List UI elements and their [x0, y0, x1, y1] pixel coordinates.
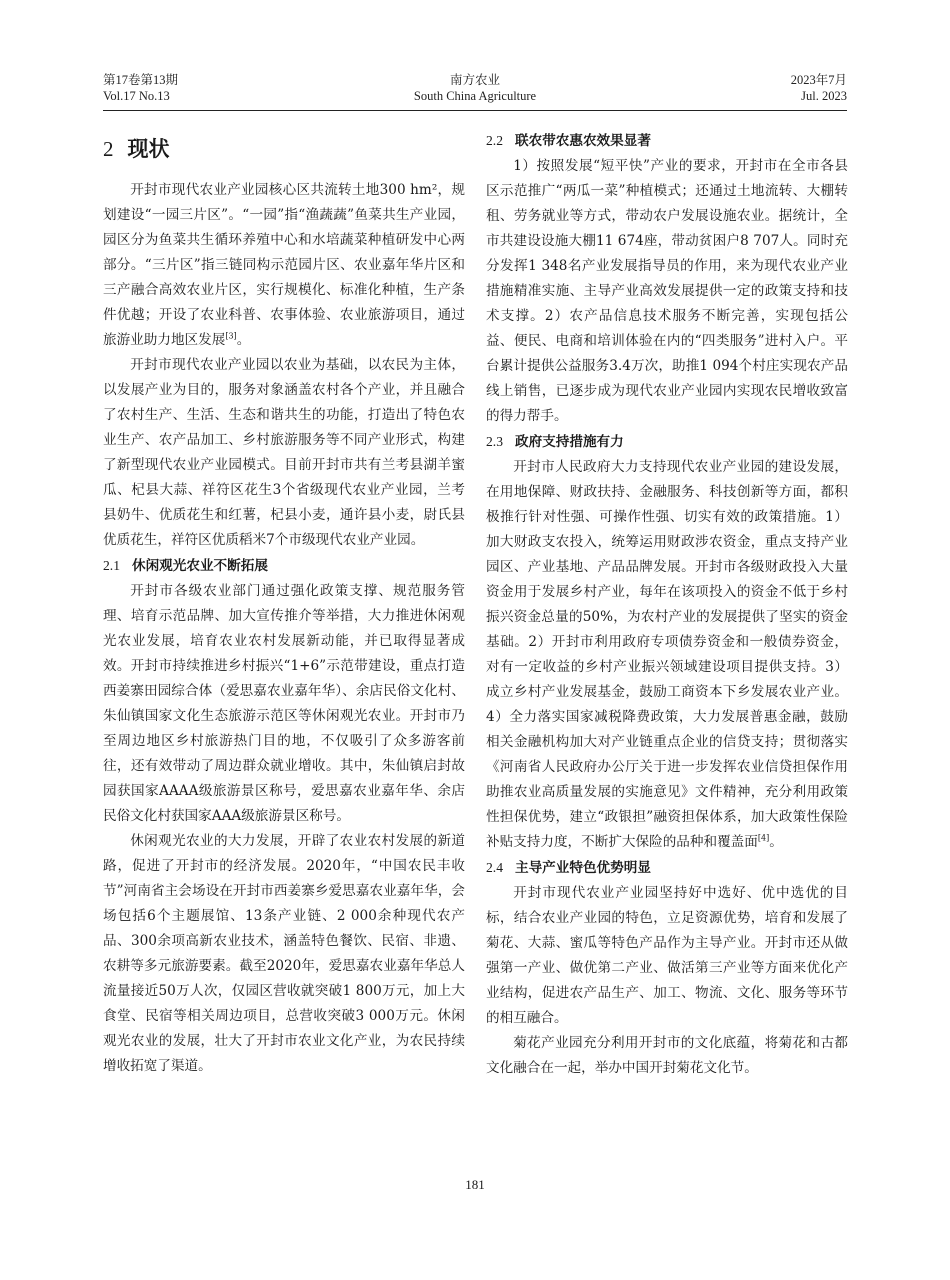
left-column — [103, 128, 465, 1079]
subsection-2-1-paragraph-1: 开封市各级农业部门通过强化政策支撑、规范服务管理、培育示范品牌、加大宣传推介等举措，大力推进休闲观光农业发展，培育农业农村发展新动能，并已取得显著成效。开封市持续推进乡村振兴“1+6”示范带建设，重点打造西姜寨田园综合体（爱思嘉农业嘉年华）、余店民俗文化村、朱仙镇国家文化生态旅游示范区等休闲观光农业。开封市乃至周边地区乡村旅游热门目的地，不仅吸引了众多游客前往，还有效带动了周边群众就业增收。其中，朱仙镇启封故园获国家AAAA级旅游景区称号，爱思嘉农业嘉年华、余店民俗文化村获国家AAA级旅游景区称号。 — [103, 583, 465, 824]
header-rule — [103, 110, 847, 111]
date-en: Jul. 2023 — [801, 89, 847, 103]
journal-cn: 南方农业 — [449, 73, 500, 87]
subsection-2-4-paragraph-2: 菊花产业园充分利用开封市的文化底蕴，将菊花和古都文化融合在一起，举办中国开封菊花文化节。 — [486, 1035, 848, 1076]
subsection-2-1-heading: 2.1 休闲观光农业不断拓展 — [103, 558, 268, 574]
intro-paragraph-2: 开封市现代农业产业园以农业为基础，以农民为主体，以发展产业为目的，服务对象涵盖农村各个产业，并且融合了农村生产、生活、生态和谐共生的功能，打造出了特色农业生产、农产品加工、乡村旅游服务等不同产业形式，构建了新型现代农业产业园模式。目前开封市共有兰考县湖羊蜜瓜、杞县大蒜、祥符区花生3个省级现代农业产业园，兰考县奶牛、优质花生和红薯，杞县小麦，通许县小麦，尉氏县优质花生，祥符区优质稻米7个市级现代农业产业园。 — [103, 357, 465, 548]
section-heading — [103, 132, 465, 166]
intro-paragraph-1: 开封市现代农业产业园核心区共流转土地300 hm²，规划建设“一园三片区”。“一园”指“渔蔬蔬”鱼菜共生产业园，园区分为鱼菜共生循环养殖中心和水培蔬菜种植研发中心两部分。“三片区”指三链同构示范园片区、农业嘉年华片区和三产融合高效农业片区，实行规模化、标准化种植，生产条件优越；开设了农业科普、农事体验、农业旅游项目，通过旅游业助力地区发展[3]。 — [103, 182, 465, 348]
running-header — [103, 72, 847, 110]
subsection-2-3-paragraph: 开封市人民政府大力支持现代农业产业园的建设发展，在用地保障、财政扶持、金融服务、科技创新等方面，都积极推行针对性强、可操作性强、切实有效的政策措施。1）加大财政支农投入，统筹运用财政涉农资金，重点支持产业园区、产业基地、产品品牌发展。开封市各级财政投入大量资金用于发展乡村产业，每年在该项投入的资金不低于乡村振兴资金总量的50%，为农村产业的发展提供了坚实的资金基础。2）开封市利用政府专项债券资金和一般债券资金，对有一定收益的乡村产业振兴领域建设项目提供支持。3）成立乡村产业发展基金，鼓励工商资本下乡发展农业产业。4）全力落实国家减税降费政策，大力发展普惠金融，鼓励相关金融机构加大对产业链重点企业的信贷支持；贯彻落实《河南省人民政府办公厅关于进一步发挥农业信贷担保作用助推农业高质量发展的实施意见》文件精神，充分利用政策性担保优势，建立“政银担”融资担保体系，加大政策性保险补贴支持力度，不断扩大保险的品种和覆盖面[4]。 — [486, 459, 848, 850]
citation-4: [4] — [757, 833, 770, 843]
section-title: 现状 — [127, 137, 170, 161]
citation-3: [3] — [225, 331, 237, 341]
volume-cn: 第17卷第13期 — [103, 73, 179, 87]
header-journal — [103, 72, 847, 104]
subsection-2-2-heading: 2.2 联农带农惠农效果显著 — [486, 133, 651, 149]
journal-en: South China Agriculture — [413, 89, 537, 103]
subsection-2-3-heading: 2.3 政府支持措施有力 — [486, 434, 624, 450]
page-number: 181 — [465, 1177, 485, 1192]
subsection-2-1-paragraph-2: 休闲观光农业的大力发展，开辟了农业农村发展的新道路，促进了开封市的经济发展。2020年，“中国农民丰收节”河南省主会场设在开封市西姜寨乡爱思嘉农业嘉年华，会场包括6个主题展馆、13条产业链、2 000余种现代农产品、300余项高新农业技术，涵盖特色餐饮、民宿、非遗、农耕等多元旅游要素。截至2020年，爱思嘉农业嘉年华总人流量接近50万人次，仅园区营收就突破1 800万元，加上大食堂、民宿等相关周边项目，总营收突破3 000万元。休闲观光农业的发展，壮大了开封市农业文化产业，为农民持续增收拓宽了渠道。 — [103, 833, 465, 1074]
subsection-2-2-paragraph: 1）按照发展“短平快”产业的要求，开封市在全市各县区示范推广“两瓜一菜”种植模式；还通过土地流转、大棚转租、劳务就业等方式，带动农户发展设施农业。据统计，全市共建设设施大棚11 674座，带动贫困户8 707人。同时充分发挥1 348名产业发展指导员的作用，来为现代农业产业措施精准实施、主导产业高效发展提供一定的政策支持和技术支撑。2）农产品信息技术服务不断完善，实现包括公益、便民、电商和培训体验在内的“四类服务”进村入户。平台累计提供公益服务3.4万次，助推1 094个村庄实现农产品线上销售，已逐步成为现代农业产业园内实现农民增收致富的得力帮手。 — [486, 158, 848, 424]
date-cn: 2023年7月 — [790, 73, 847, 87]
right-column — [486, 128, 848, 1081]
section-number: 2 — [103, 137, 114, 161]
subsection-2-4-paragraph-1: 开封市现代农业产业园坚持好中选好、优中选优的目标，结合农业产业园的特色，立足资源优势，培育和发展了菊花、大蒜、蜜瓜等特色产品作为主导产业。开封市还从做强第一产业、做优第二产业、做活第三产业等方面来优化产业结构，促进农产品生产、加工、物流、文化、服务等环节的相互融合。 — [486, 885, 848, 1026]
subsection-2-4-heading: 2.4 主导产业特色优势明显 — [486, 860, 651, 876]
volume-en: Vol.17 No.13 — [103, 89, 170, 103]
header-date — [791, 72, 847, 104]
